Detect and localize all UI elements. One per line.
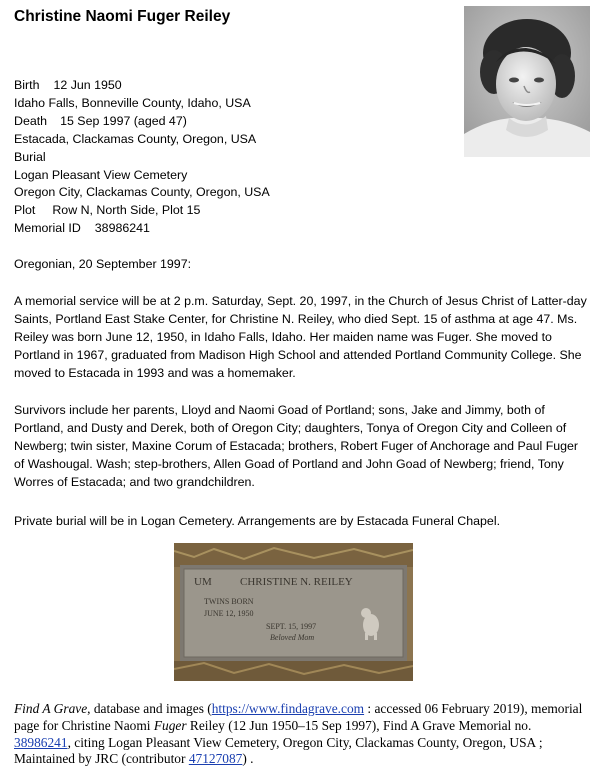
citation-site-name: Find A Grave xyxy=(14,701,88,716)
plot-value: Row N, North Side, Plot 15 xyxy=(52,203,201,218)
birth-row xyxy=(14,77,270,95)
citation-text-4: , citing Logan Pleasant View Cemetery, Oregon City, Clackamas County, Oregon, USA ; Maintained by JRC (contributor xyxy=(14,734,543,767)
memorial-row xyxy=(14,220,270,238)
burial-label: Burial xyxy=(14,149,46,164)
portrait-photo xyxy=(464,6,590,157)
citation xyxy=(14,701,590,768)
stone-name: CHRISTINE N. REILEY xyxy=(240,576,353,588)
birth-place: Idaho Falls, Bonneville County, Idaho, USA xyxy=(14,95,251,110)
vital-facts xyxy=(14,77,270,238)
page-title: Christine Naomi Fuger Reiley xyxy=(14,8,231,25)
citation-text-2: : accessed 06 February 2019), memorial page for Christine Naomi xyxy=(14,701,583,733)
plot-label: Plot xyxy=(14,203,36,218)
obituary-paragraph-3: Private burial will be in Logan Cemetery. Arrangements are by Estacada Funeral Chapel. xyxy=(14,514,501,528)
stone-twins: TWINS BORN xyxy=(204,597,254,606)
plot-row xyxy=(14,202,270,220)
citation-text-3: Reiley (12 Jun 1950–15 Sep 1997), Find A Grave Memorial no. xyxy=(186,717,532,733)
citation-maiden-name: Fuger xyxy=(153,717,187,733)
birth-date: 12 Jun 1950 xyxy=(53,78,122,92)
death-date: 15 Sep 1997 (aged 47) xyxy=(60,113,187,128)
death-label: Death xyxy=(14,113,48,128)
cemetery-place: Oregon City, Clackamas County, Oregon, USA xyxy=(14,185,270,200)
obituary-paragraph-2: Survivors include her parents, Lloyd and Naomi Goad of Portland; sons, Jake and Jimmy, both of Portland, and Dusty and Derek, both of Oregon City; daughters, Tonya of Oregon City and Colleen of Newberg; twin sister, Maxine Corum of Estacada; brothers, Robert Fuger of Anchorage and Paul Fuger of Washougal. Wash; step-brothers, Allen Goad of Portland and John Goad of Newberg; friend, Tony Worres of Estacada; and two grandchildren. xyxy=(14,403,579,489)
citation-text-5: ) . xyxy=(242,751,254,767)
contributor-link[interactable]: 47127087 xyxy=(188,751,243,767)
birth-label: Birth xyxy=(14,78,40,92)
death-place: Estacada, Clackamas County, Oregon, USA xyxy=(14,131,257,146)
memorial-id: 38986241 xyxy=(94,221,150,236)
stone-epitaph: Beloved Mom xyxy=(270,633,315,642)
memorial-link[interactable]: 38986241 xyxy=(14,734,68,750)
death-row xyxy=(14,113,270,131)
stone-left-name: UM xyxy=(194,576,212,588)
citation-text-1: , database and images ( xyxy=(87,701,212,716)
newspaper-source: Oregonian, 20 September 1997: xyxy=(14,257,192,271)
obituary-paragraph-1: A memorial service will be at 2 p.m. Saturday, Sept. 20, 1997, in the Church of Jesus Christ of Latter-day Saints, Portland East Stake Center, for Christine N. Reiley, who died Sept. 15 of asthma at age 47. Ms. Reiley was born June 12, 1950, in Idaho Falls, Idaho. Her maiden name was Fuger. She moved to Portland in 1967, graduated from Madison High School and attended Portland Community College. She moved to Estacada in 1993 and was a homemaker. xyxy=(14,294,587,380)
stone-died: SEPT. 15, 1997 xyxy=(266,622,317,631)
memorial-label: Memorial ID xyxy=(14,221,81,236)
headstone-photo xyxy=(174,543,413,681)
cemetery-name: Logan Pleasant View Cemetery xyxy=(14,167,188,182)
stone-born: JUNE 12, 1950 xyxy=(204,609,254,618)
findagrave-link[interactable]: https://www.findagrave.com xyxy=(211,701,365,716)
